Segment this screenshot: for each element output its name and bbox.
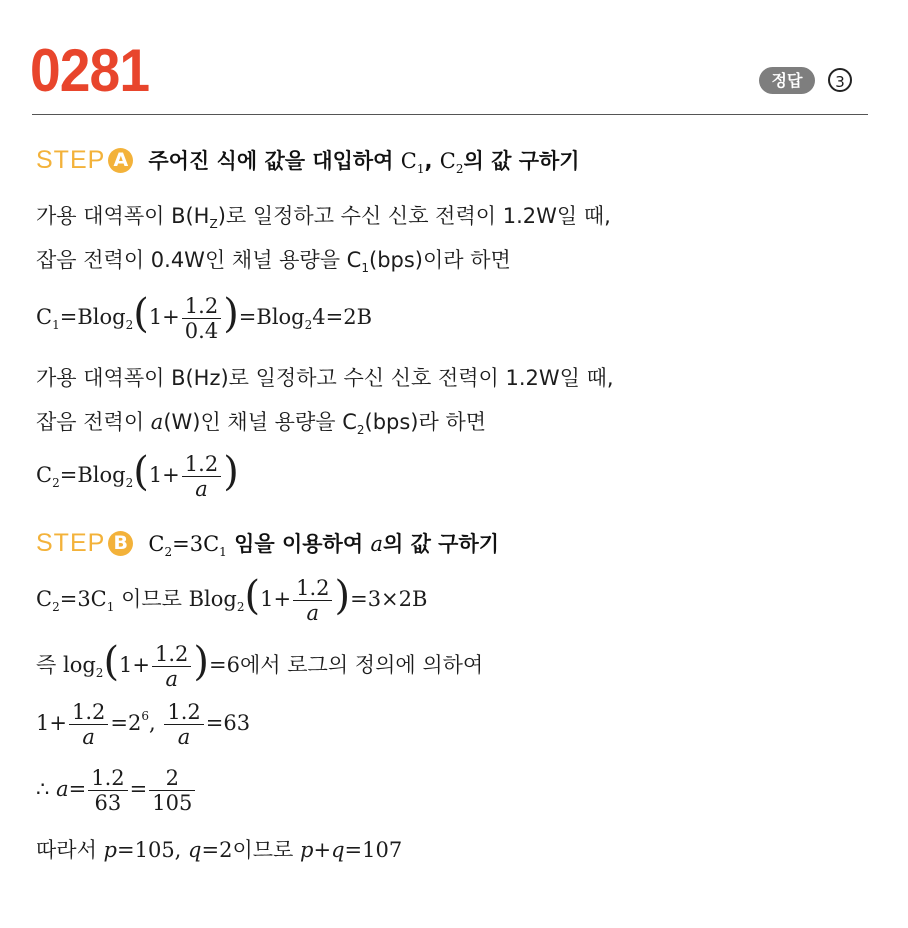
step-b-heading (36, 528, 499, 558)
one-plus: 1+ (148, 305, 180, 329)
fraction (182, 452, 221, 501)
step-a-label: STEP (36, 146, 106, 174)
sub-2: 2 (356, 423, 365, 437)
a-symbol: a (150, 410, 164, 434)
denominator: 0.4 (182, 318, 221, 343)
step-b-label: STEP (36, 529, 106, 557)
sub-2: 2 (125, 318, 134, 332)
sub-1: 1 (416, 162, 425, 176)
a-symbol: a (56, 777, 69, 801)
step-b-line1: $C_2=3C_1$ 이므로 Blog$_2$(1+ $\frac{1.2}{a}$ )=3×2B (36, 573, 428, 625)
text: 이므로 (121, 587, 182, 611)
plus: + (313, 838, 332, 862)
text: (W)인 채널 용량을 C (163, 410, 357, 434)
three-c: =3C (172, 532, 220, 556)
equation-c1: $C_1=Blog_2(1+$ $\frac{1.2}{0.4}$ )=Blog$_2$4=2B (36, 291, 373, 343)
step-b-title-end: 의 값 구하기 (382, 532, 500, 556)
text: )로 일정하고 수신 신호 전력이 1.2W일 때, (217, 204, 611, 228)
c-symbol: C (439, 149, 456, 173)
denominator: a (293, 600, 332, 625)
c-symbol: C (36, 305, 53, 329)
q-value: =2 (201, 838, 233, 862)
sub-1: 1 (361, 261, 369, 275)
denominator: a (152, 666, 191, 691)
three-c1: =3C (59, 587, 107, 611)
sub-1: 1 (219, 545, 227, 559)
rhs-tail: 4=2B (312, 305, 373, 329)
eq: = (59, 463, 78, 487)
blog: Blog (77, 305, 126, 329)
fraction (149, 766, 195, 815)
step-a-title-post: 의 값 구하기 (463, 149, 580, 173)
sub-2: 2 (52, 600, 60, 614)
numerator: 1.2 (91, 766, 125, 790)
step-b-title-text: 임을 이용하여 (226, 532, 371, 556)
c-symbol: C (36, 463, 53, 487)
denominator: a (182, 476, 221, 501)
therefore-symbol: ∴ (36, 777, 50, 801)
sub-2: 2 (304, 318, 313, 332)
text: 가용 대역폭이 B(H (36, 204, 210, 228)
numerator: 1.2 (167, 700, 201, 724)
sub-1: 1 (52, 318, 60, 332)
step-b-line4 (36, 766, 197, 815)
step-b-letter-icon: B (108, 531, 133, 556)
one-plus: 1+ (119, 653, 151, 677)
c-symbol: C (36, 587, 53, 611)
rhs: =Blog (238, 305, 305, 329)
fraction (152, 642, 191, 691)
header-divider (32, 114, 868, 115)
sub-z: Z (209, 217, 218, 231)
answer-value: 3 (828, 68, 852, 92)
eq: = (68, 777, 87, 801)
text: 따라서 (36, 838, 97, 862)
one-plus: 1+ (36, 711, 67, 735)
comma: , (148, 711, 156, 735)
step-b-final (36, 834, 402, 864)
numerator: 1.2 (155, 642, 189, 666)
step-a-para2-line1: 가용 대역폭이 B(Hz)로 일정하고 수신 신호 전력이 1.2W일 때, (36, 366, 614, 390)
fraction (69, 700, 108, 749)
numerator: 1.2 (296, 576, 330, 600)
text: 잡음 전력이 0.4W인 채널 용량을 C (36, 248, 362, 272)
text: 즉 (36, 653, 57, 677)
log: log (62, 653, 96, 677)
sub-2: 2 (455, 162, 464, 176)
c-symbol: C (400, 149, 417, 173)
p-symbol: p (300, 838, 314, 862)
q-symbol: q (331, 838, 345, 862)
text: 잡음 전력이 (36, 410, 151, 434)
eq: = (129, 777, 148, 801)
step-a-para1-line1 (36, 200, 611, 230)
fraction (293, 576, 332, 625)
equation-c2: $C_2=Blog_2(1+$ $\frac{1.2}{a}$ ) (36, 449, 239, 501)
one-plus: 1+ (260, 587, 292, 611)
fraction (164, 700, 203, 749)
numerator: 1.2 (184, 294, 219, 318)
denominator: 63 (88, 790, 127, 815)
step-b-line2: 즉 $\log_2(1+$ $\frac{1.2}{a}$ )=6에서 로그의 정의에 의하여 (36, 639, 484, 691)
step-a-title-sep: , (424, 149, 440, 173)
fraction (88, 766, 127, 815)
text: 에서 로그의 정의에 의하여 (240, 653, 484, 677)
sub-2: 2 (95, 666, 104, 680)
sub-1: 1 (106, 600, 115, 614)
eq2: =2 (110, 711, 142, 735)
a-symbol: a (370, 532, 383, 556)
answer-badge: 정답 (759, 67, 815, 94)
sub-2: 2 (52, 476, 60, 490)
q-symbol: q (188, 838, 202, 862)
numerator: 1.2 (71, 700, 106, 724)
rhs: =3×2B (350, 587, 428, 611)
one-plus: 1+ (148, 463, 180, 487)
c-symbol: C (148, 532, 165, 556)
numerator: 2 (165, 766, 179, 790)
p-symbol: p (103, 838, 117, 862)
sub-2: 2 (125, 476, 134, 490)
numerator: 1.2 (184, 452, 219, 476)
eq6: =6 (209, 653, 240, 677)
blog: Blog (188, 587, 237, 611)
step-a-letter-icon: A (108, 148, 133, 173)
text: (bps)라 하면 (364, 410, 487, 434)
denominator: a (69, 724, 108, 749)
sub-2: 2 (236, 600, 245, 614)
sup-6: 6 (141, 709, 149, 723)
step-a-para1-line2 (36, 244, 511, 274)
blog: Blog (77, 463, 126, 487)
problem-number: 0281 (30, 37, 150, 104)
step-b-line3 (36, 700, 250, 749)
text: (bps)이라 하면 (369, 248, 511, 272)
sum-value: =107 (344, 838, 403, 862)
eq63: =63 (205, 711, 251, 735)
step-a-heading (36, 145, 580, 175)
text: 이므로 (232, 838, 294, 862)
step-a-para2-line2 (36, 406, 486, 436)
step-a-title-pre: 주어진 식에 값을 대입하여 (148, 149, 401, 173)
fraction (182, 294, 221, 343)
eq: = (59, 305, 78, 329)
denominator: a (164, 724, 203, 749)
sub-2: 2 (164, 545, 173, 559)
p-value: =105, (117, 838, 189, 862)
denominator: 105 (149, 790, 195, 815)
